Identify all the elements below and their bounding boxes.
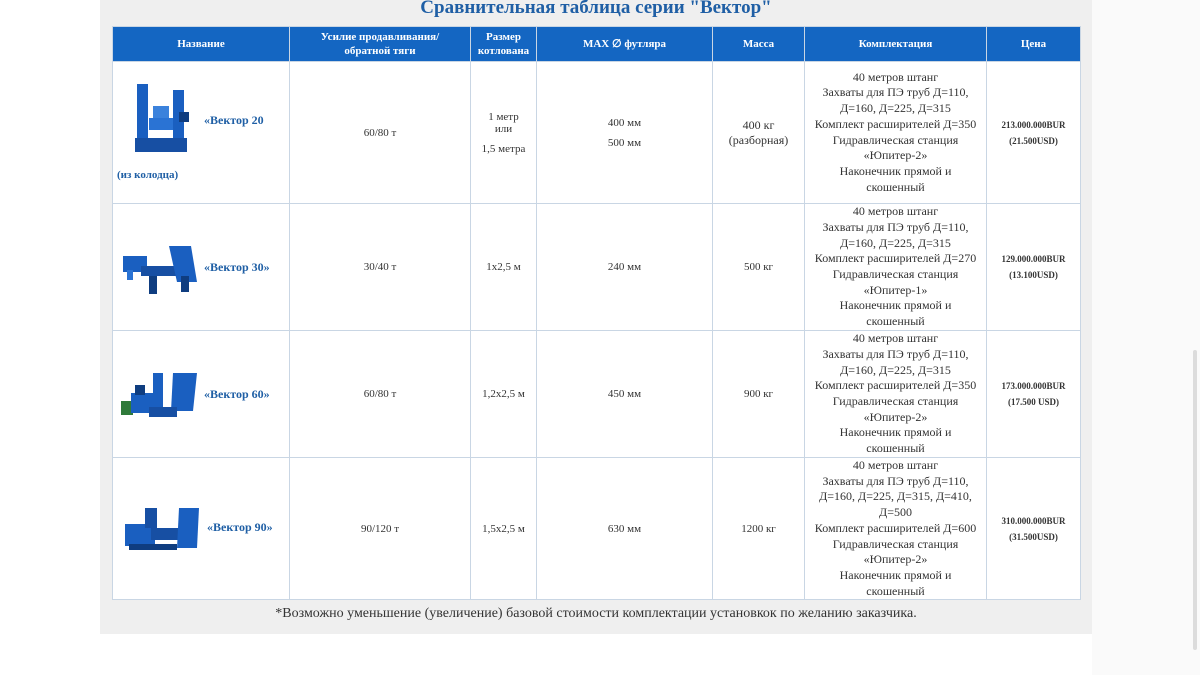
price-usd: (13.100USD) — [1009, 270, 1058, 280]
kit-line: скошенный — [866, 441, 925, 456]
name-cell — [113, 458, 290, 600]
mass-cell: 1200 кг — [713, 458, 805, 600]
casing-cell: 240 мм — [537, 204, 713, 331]
kit-line: «Юпитер-2» — [863, 409, 928, 424]
kit-line: «Юпитер-1» — [863, 282, 928, 297]
footnote: *Возможно уменьшение (увеличение) базовой стоимости комплектации установкок по желанию заказчика. — [275, 606, 917, 621]
scrollbar[interactable] — [1193, 350, 1197, 650]
kit-line: Д=500 — [879, 505, 912, 520]
header-pit-line1: Размер — [486, 31, 521, 43]
casing-cell: 450 мм — [537, 331, 713, 458]
kit-line: Наконечник прямой и — [839, 298, 952, 313]
name-cell — [113, 62, 290, 204]
mass-cell: 900 кг — [713, 331, 805, 458]
machine-name[interactable]: «Вектор 20 — [204, 113, 264, 127]
mass-cell — [713, 62, 805, 204]
kit-line: Гидравлическая станция — [832, 132, 959, 147]
pit-cell: 1,5х2,5 м — [471, 458, 537, 600]
header-casing: MAX ∅ футляра — [537, 27, 713, 62]
pit-value: 1 метр — [488, 110, 519, 123]
header-force-line2: обратной тяги — [344, 45, 416, 57]
machine-name[interactable]: «Вектор 90» — [207, 520, 273, 534]
page-title: Сравнительная таблица серии "Вектор" — [420, 0, 772, 18]
kit-line: Захваты для ПЭ труб Д=110, — [822, 219, 969, 234]
kit-line: Захваты для ПЭ труб Д=110, — [822, 85, 969, 100]
price-usd: (17.500 USD) — [1008, 397, 1059, 407]
name-cell — [113, 204, 290, 331]
kit-cell — [805, 458, 987, 600]
force-cell: 30/40 т — [290, 204, 471, 331]
kit-line: Гидравлическая станция — [832, 267, 959, 281]
kit-line: Комплект расширителей Д=350 — [814, 378, 977, 393]
header-name: Название — [113, 27, 290, 62]
kit-cell — [805, 62, 987, 204]
kit-line: Гидравлическая станция — [832, 394, 959, 408]
price-bur: 213.000.000BUR — [1001, 119, 1066, 130]
machine-subtitle: (из колодца) — [117, 169, 179, 181]
machine-name[interactable]: «Вектор 60» — [204, 387, 270, 401]
header-mass: Масса — [713, 27, 805, 62]
casing-value: 500 мм — [607, 136, 642, 149]
casing-cell: 630 мм — [537, 458, 713, 600]
pit-cell — [471, 62, 537, 204]
kit-line: 40 метров штанг — [852, 331, 939, 346]
kit-line: 40 метров штанг — [852, 204, 939, 219]
price-usd: (31.500USD) — [1009, 531, 1058, 542]
kit-line: скошенный — [866, 179, 925, 194]
price-bur: 173.000.000BUR — [1001, 381, 1066, 391]
kit-line: 40 метров штанг — [852, 69, 939, 84]
comparison-table — [112, 26, 1081, 600]
price-bur: 310.000.000BUR — [1001, 515, 1066, 526]
kit-line: Захваты для ПЭ труб Д=110, — [822, 473, 969, 488]
machine-vector-30-image — [121, 242, 201, 300]
price-bur: 129.000.000BUR — [1001, 254, 1066, 264]
header-price: Цена — [987, 27, 1081, 62]
price-cell — [987, 62, 1081, 204]
machine-vector-20-image — [129, 82, 191, 158]
kit-cell — [805, 204, 987, 331]
name-cell — [113, 331, 290, 458]
kit-line: Гидравлическая станция — [832, 536, 959, 551]
kit-line: 40 метров штанг — [852, 458, 939, 472]
kit-line: Наконечник прямой и — [839, 567, 952, 582]
kit-line: Д=160, Д=225, Д=315 — [840, 235, 951, 250]
kit-line: Захваты для ПЭ труб Д=110, — [822, 346, 969, 361]
kit-line: скошенный — [866, 314, 925, 329]
kit-line: Комплект расширителей Д=350 — [814, 116, 977, 131]
table-row — [113, 458, 1081, 600]
kit-line: Комплект расширителей Д=600 — [814, 520, 977, 535]
kit-line: «Юпитер-2» — [863, 148, 928, 163]
kit-line: Комплект расширителей Д=270 — [814, 251, 977, 266]
price-cell — [987, 458, 1081, 600]
machine-vector-60-image — [119, 371, 201, 425]
table-row — [113, 204, 1081, 331]
header-pit — [471, 27, 537, 62]
pit-value: 1,5 метра — [481, 142, 526, 155]
force-cell: 60/80 т — [290, 62, 471, 204]
kit-line: Наконечник прямой и — [839, 425, 952, 440]
force-cell: 90/120 т — [290, 458, 471, 600]
machine-name[interactable]: «Вектор 30» — [204, 260, 270, 274]
page-margin — [1092, 0, 1200, 675]
header-force-line1: Усилие продавливания/ — [320, 31, 440, 43]
kit-line: Наконечник прямой и — [839, 163, 952, 178]
casing-cell — [537, 62, 713, 204]
kit-line: Д=160, Д=225, Д=315, Д=410, — [819, 489, 972, 504]
kit-line: скошенный — [866, 583, 925, 598]
mass-value: 400 кг — [742, 117, 775, 132]
header-pit-line2: котлована — [477, 45, 530, 57]
price-cell — [987, 204, 1081, 331]
force-cell: 60/80 т — [290, 331, 471, 458]
price-cell — [987, 331, 1081, 458]
header-kit: Комплектация — [805, 27, 987, 62]
table-header-row — [113, 27, 1081, 62]
kit-line: Д=160, Д=225, Д=315 — [840, 101, 951, 116]
casing-value: 400 мм — [607, 116, 642, 129]
kit-line: Д=160, Д=225, Д=315 — [840, 362, 951, 377]
kit-line: «Юпитер-2» — [863, 552, 928, 567]
header-force — [290, 27, 471, 62]
pit-cell: 1х2,5 м — [471, 204, 537, 331]
mass-note: (разборная) — [728, 132, 789, 147]
pit-cell: 1,2х2,5 м — [471, 331, 537, 458]
kit-cell — [805, 331, 987, 458]
price-usd: (21.500USD) — [1009, 135, 1058, 146]
table-row — [113, 62, 1081, 204]
table-row — [113, 331, 1081, 458]
mass-cell: 500 кг — [713, 204, 805, 331]
machine-vector-90-image — [121, 504, 201, 554]
pit-value: или — [494, 122, 513, 135]
